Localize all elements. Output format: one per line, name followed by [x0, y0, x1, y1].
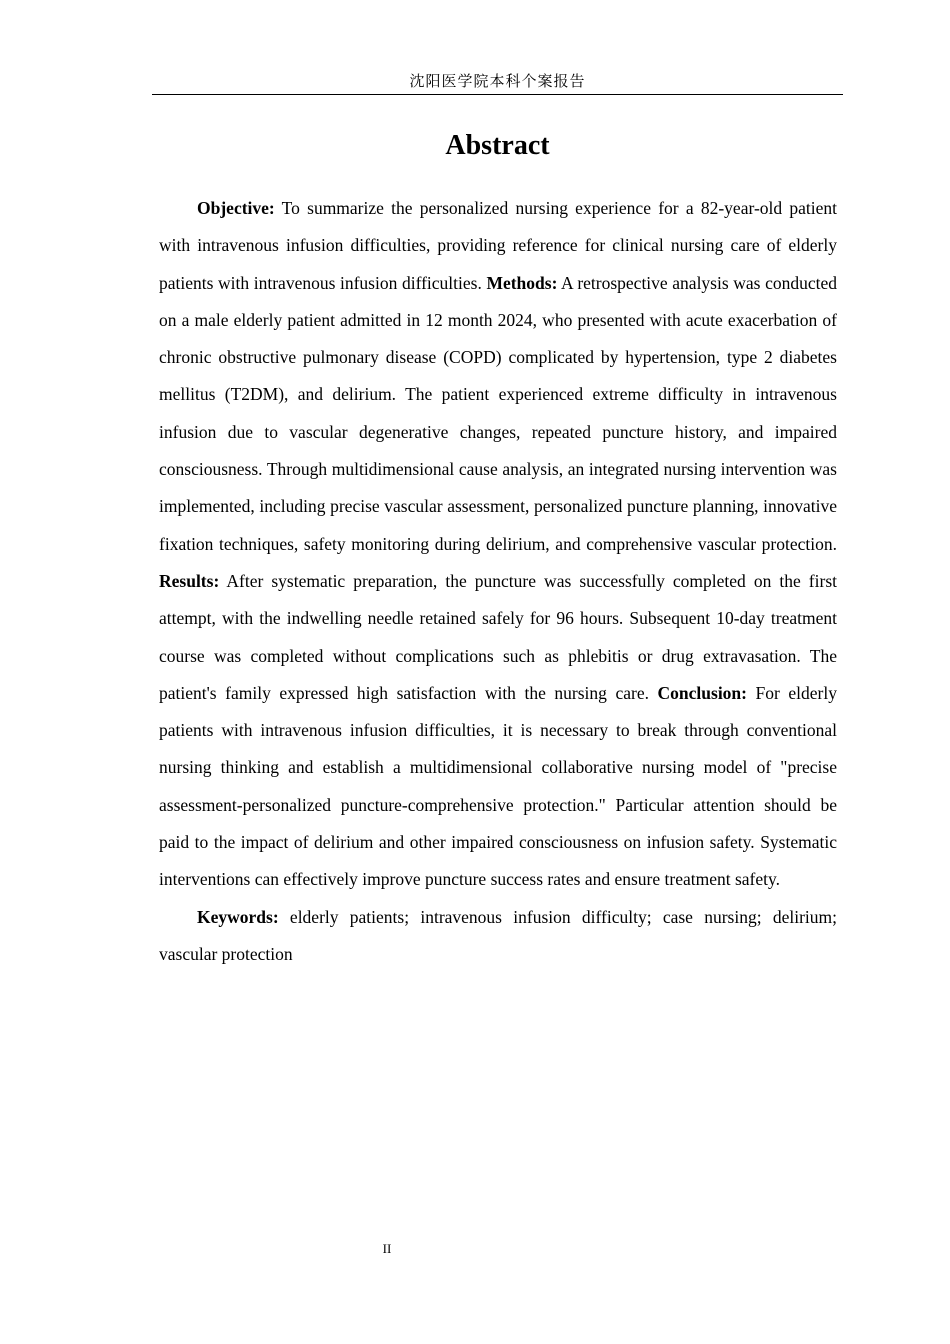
methods-label: Methods: [486, 272, 558, 293]
objective-label: Objective: [197, 198, 275, 218]
conclusion-text: For elderly patients with intravenous infusion difficulties, it is necessary to break through conventional nursing thinking and establish a multidimensional collaborative nursing model of "precise assessment-personalized puncture-comprehensive protection." Particular attention should be paid to the impact of delirium and other impaired consciousness on infusion safety. Systematic interventions can effectively improve puncture success rates and ensure treatment safety. [159, 682, 837, 890]
page-header: 沈阳医学院本科个案报告 [152, 70, 843, 95]
keywords-paragraph [159, 899, 837, 974]
keywords-text: elderly patients; intravenous infusion difficulty; case nursing; delirium; vascular protection [159, 906, 837, 964]
conclusion-label: Conclusion: [657, 682, 747, 703]
keywords-label: Keywords: [197, 906, 279, 927]
abstract-paragraph [159, 190, 837, 899]
page-number: II [382, 1241, 392, 1256]
abstract-body [159, 190, 837, 973]
results-text: After systematic preparation, the puncture was successfully completed on the first attempt, with the indwelling needle retained safely for 96 hours. Subsequent 10-day treatment course was completed without complications such as phlebitis or drug extravasation. The patient's family expressed high satisfaction with the nursing care. [159, 570, 837, 703]
results-label: Results: [159, 570, 220, 591]
page-title: Abstract [445, 130, 550, 161]
methods-text: A retrospective analysis was conducted on a male elderly patient admitted in 12 month 2024, who presented with acute exacerbation of chronic obstructive pulmonary disease (COPD) complicated by hypertension, type 2 diabetes mellitus (T2DM), and delirium. The patient experienced extreme difficulty in intravenous infusion due to vascular degenerative changes, repeated puncture history, and impaired consciousness. Through multidimensional cause analysis, an integrated nursing intervention was implemented, including precise vascular assessment, personalized puncture planning, innovative fixation techniques, safety monitoring during delirium, and comprehensive vascular protection. [159, 272, 838, 554]
objective-text: To summarize the personalized nursing experience for a 82-year-old patient with intravenous infusion difficulties, providing reference for clinical nursing care of elderly patients with intravenous infusion difficulties. [159, 198, 837, 293]
